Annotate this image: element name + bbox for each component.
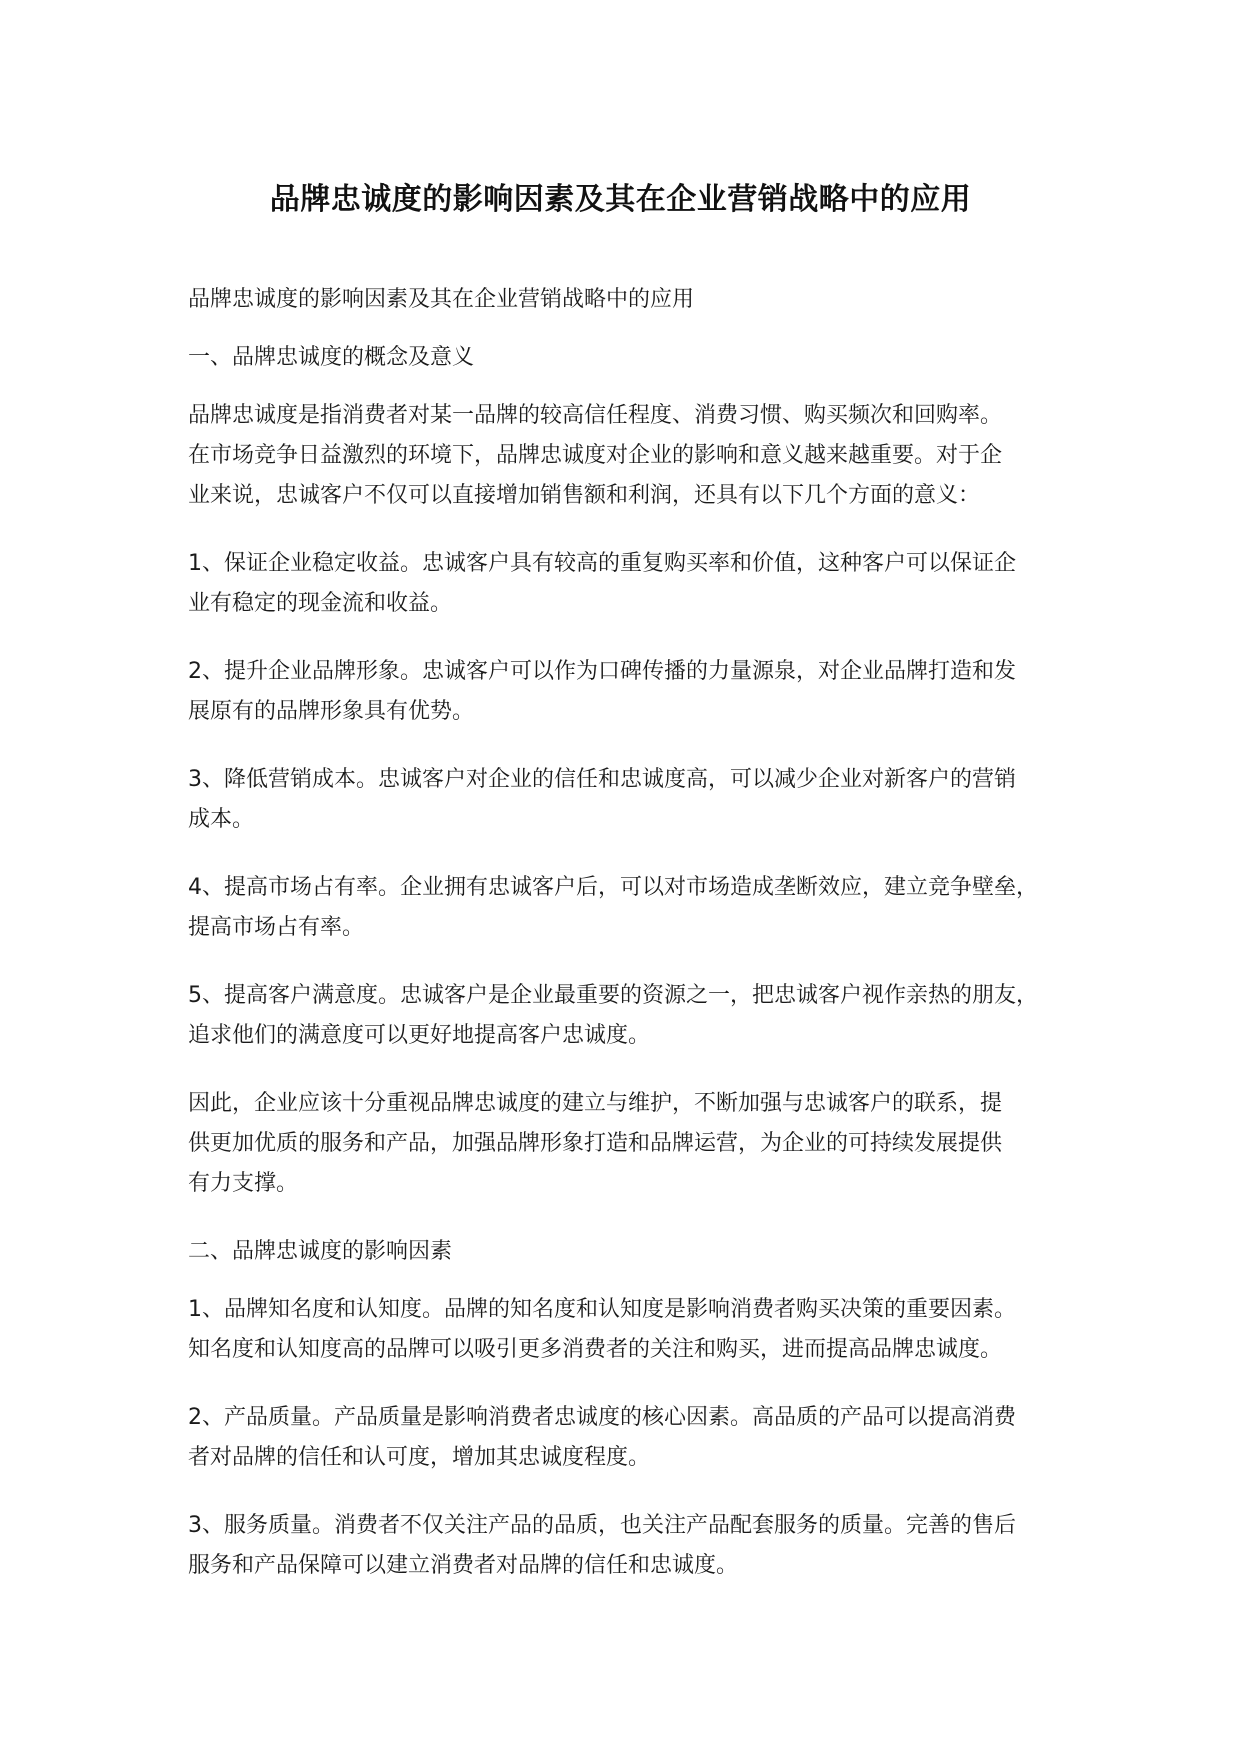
document-title: 品牌忠诚度的影响因素及其在企业营销战略中的应用: [269, 182, 972, 217]
list-item: [188, 1398, 1073, 1478]
text-line: 一、品牌忠诚度的概念及意义: [188, 345, 475, 370]
text-line: 2、提升企业品牌形象。忠诚客户可以作为口碑传播的力量源泉，对企业品牌打造和发: [188, 659, 1016, 684]
text-line: 4、提高市场占有率。企业拥有忠诚客户后，可以对市场造成垄断效应，建立竞争壁垒，: [188, 875, 1038, 900]
list-item: [188, 868, 1073, 948]
list-item: [188, 1290, 1073, 1370]
text-line: 供更加优质的服务和产品，加强品牌形象打造和品牌运营，为企业的可持续发展提供: [188, 1131, 1003, 1156]
text-line: 成本。: [188, 807, 255, 832]
text-line: 服务和产品保障可以建立消费者对品牌的信任和忠诚度。: [188, 1553, 739, 1578]
text-line: 有力支撑。: [188, 1171, 299, 1196]
text-line: 追求他们的满意度可以更好地提高客户忠诚度。: [188, 1023, 651, 1048]
text-line: 因此，企业应该十分重视品牌忠诚度的建立与维护，不断加强与忠诚客户的联系，提: [188, 1091, 1003, 1116]
text-line: 5、提高客户满意度。忠诚客户是企业最重要的资源之一，把忠诚客户视作亲热的朋友，: [188, 983, 1038, 1008]
text-line: 业来说，忠诚客户不仅可以直接增加销售额和利润，还具有以下几个方面的意义：: [188, 483, 981, 508]
text-line: 1、品牌知名度和认知度。品牌的知名度和认知度是影响消费者购买决策的重要因素。: [188, 1297, 1016, 1322]
paragraph-conclusion: [188, 1084, 1073, 1204]
text-line: 品牌忠诚度是指消费者对某一品牌的较高信任程度、消费习惯、购买频次和回购率。: [188, 403, 1003, 428]
list-item: [188, 1506, 1073, 1586]
text-line: 3、服务质量。消费者不仅关注产品的品质，也关注产品配套服务的质量。完善的售后: [188, 1513, 1016, 1538]
list-item: [188, 976, 1073, 1056]
text-line: 知名度和认知度高的品牌可以吸引更多消费者的关注和购买，进而提高品牌忠诚度。: [188, 1337, 1003, 1362]
text-line: 二、品牌忠诚度的影响因素: [188, 1239, 453, 1264]
list-item: [188, 760, 1073, 840]
text-line: 3、降低营销成本。忠诚客户对企业的信任和忠诚度高，可以减少企业对新客户的营销: [188, 767, 1016, 792]
text-line: 展原有的品牌形象具有优势。: [188, 699, 475, 724]
list-item: [188, 544, 1073, 624]
text-line: 2、产品质量。产品质量是影响消费者忠诚度的核心因素。高品质的产品可以提高消费: [188, 1405, 1016, 1430]
text-line: 品牌忠诚度的影响因素及其在企业营销战略中的应用: [188, 287, 695, 312]
text-line: 在市场竞争日益激烈的环境下，品牌忠诚度对企业的影响和意义越来越重要。对于企: [188, 443, 1003, 468]
text-line: 者对品牌的信任和认可度，增加其忠诚度程度。: [188, 1445, 651, 1470]
document-body: [188, 280, 1073, 1614]
paragraph-definition: [188, 396, 1073, 516]
section-heading-2: [188, 1232, 1073, 1272]
paragraph-subtitle: [188, 280, 1073, 320]
text-line: 提高市场占有率。: [188, 915, 365, 940]
section-heading-1: [188, 338, 1073, 378]
text-line: 1、保证企业稳定收益。忠诚客户具有较高的重复购买率和价值，这种客户可以保证企: [188, 551, 1016, 576]
list-item: [188, 652, 1073, 732]
text-line: 业有稳定的现金流和收益。: [188, 591, 453, 616]
